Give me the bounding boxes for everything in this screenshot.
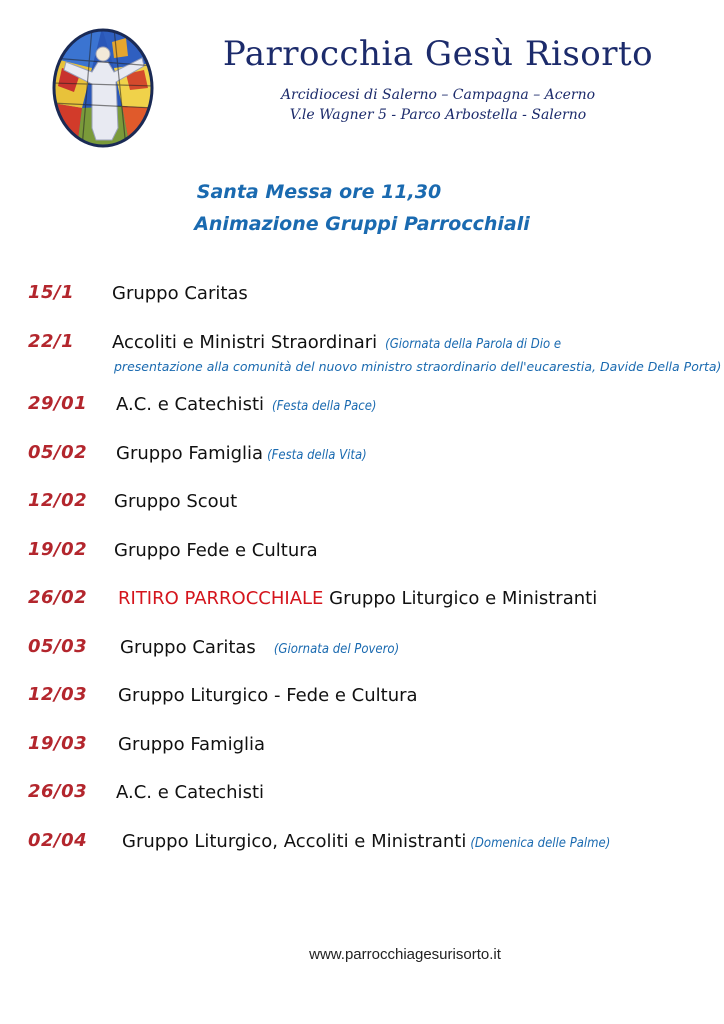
entry-date: 05/02 bbox=[28, 441, 88, 463]
entry-text: Gruppo Caritas (Giornata del Povero) bbox=[120, 636, 400, 658]
list-item bbox=[28, 393, 718, 442]
entry-note: (Giornata del Povero) bbox=[273, 641, 400, 657]
entry-text: Gruppo Famiglia (Festa della Vita) bbox=[116, 442, 367, 464]
entry-text: A.C. e Catechisti (Festa della Pace) bbox=[116, 393, 377, 415]
entry-date: 29/01 bbox=[28, 392, 88, 414]
list-item bbox=[28, 490, 718, 539]
list-item bbox=[28, 684, 718, 733]
list-item bbox=[28, 830, 718, 879]
stained-glass-risen-christ-icon bbox=[52, 28, 154, 148]
diocese-line: Arcidiocesi di Salerno – Campagna – Acerno bbox=[280, 87, 596, 104]
entry-date: 26/02 bbox=[28, 587, 88, 608]
entry-text: Gruppo Fede e Cultura bbox=[114, 539, 318, 561]
entry-text: Gruppo Liturgico, Accoliti e Ministranti (Domenica delle Palme) bbox=[122, 830, 611, 852]
schedule-list bbox=[28, 282, 722, 878]
entry-date: 19/02 bbox=[28, 538, 88, 560]
entry-note-continued: presentazione alla comunità del nuovo ministro straordinario dell'eucarestia, Davide Della Porta) bbox=[114, 358, 722, 374]
entry-note: (Giornata della Parola di Dio e bbox=[385, 336, 562, 352]
entry-text: Gruppo Liturgico - Fede e Cultura bbox=[118, 685, 418, 706]
entry-text: Gruppo Famiglia bbox=[118, 733, 266, 755]
parish-logo bbox=[52, 28, 154, 148]
entry-text: Gruppo Caritas bbox=[112, 283, 248, 304]
list-item bbox=[28, 636, 718, 685]
list-item bbox=[28, 539, 718, 588]
entry-date: 12/02 bbox=[28, 490, 88, 511]
list-item bbox=[28, 781, 718, 830]
page-title: Parrocchia Gesù Risorto bbox=[222, 34, 654, 74]
entry-date: 12/03 bbox=[28, 684, 88, 705]
list-item bbox=[28, 282, 718, 331]
list-item bbox=[28, 442, 718, 491]
list-item bbox=[28, 587, 718, 636]
entry-note: (Domenica delle Palme) bbox=[470, 835, 611, 851]
website-link[interactable]: www.parrocchiagesurisorto.it bbox=[309, 946, 501, 963]
retreat-highlight: RITIRO PARROCCHIALE bbox=[118, 588, 324, 609]
entry-date: 22/1 bbox=[28, 330, 75, 352]
entry-note: (Festa della Pace) bbox=[272, 398, 377, 414]
list-item bbox=[28, 733, 718, 782]
mass-info bbox=[0, 176, 724, 240]
entry-date: 26/03 bbox=[28, 781, 88, 802]
entry-note: (Festa della Vita) bbox=[267, 447, 367, 463]
header bbox=[168, 36, 708, 125]
entry-date: 15/1 bbox=[28, 282, 75, 303]
entry-text: Gruppo Scout bbox=[114, 491, 238, 512]
list-item bbox=[28, 330, 722, 393]
entry-date: 02/04 bbox=[28, 829, 88, 851]
mass-animation: Animazione Gruppi Parrocchiali bbox=[194, 213, 530, 235]
address-line: V.le Wagner 5 - Parco Arbostella - Salerno bbox=[289, 107, 587, 124]
entry-text: A.C. e Catechisti bbox=[116, 782, 264, 803]
mass-time: Santa Messa ore 11,30 bbox=[196, 181, 442, 203]
entry-text: Accoliti e Ministri Straordinari (Giornata della Parola di Dio e bbox=[112, 331, 562, 353]
entry-text: RITIRO PARROCCHIALE Gruppo Liturgico e Ministranti bbox=[118, 588, 598, 609]
entry-date: 05/03 bbox=[28, 635, 88, 657]
entry-date: 19/03 bbox=[28, 732, 88, 754]
